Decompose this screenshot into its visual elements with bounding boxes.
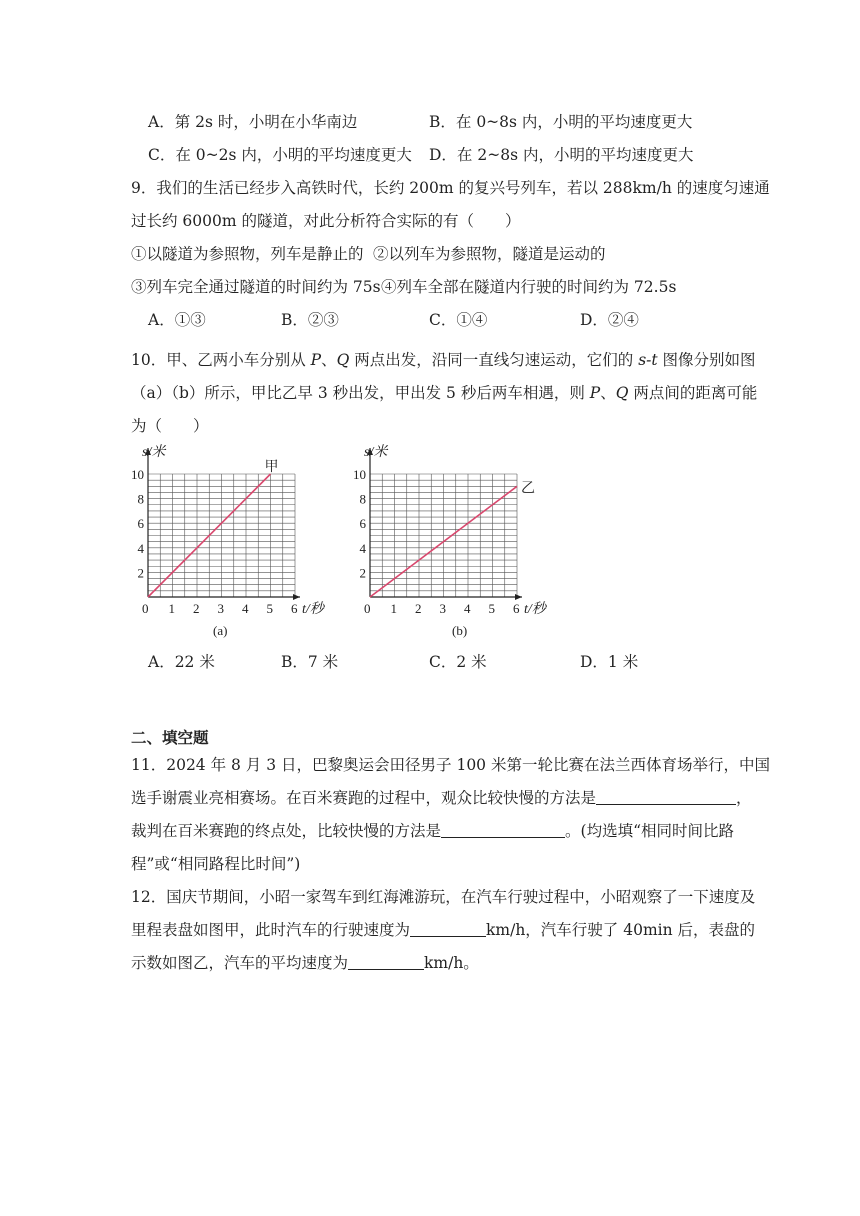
q12-stem-line1: 12．国庆节期间，小昭一家驾车到红海滩游玩，在汽车行驶过程中，小昭观察了一下速度及 bbox=[131, 888, 756, 906]
x-tick-label: 5 bbox=[488, 601, 495, 616]
chart-b-axes bbox=[367, 448, 522, 600]
x-tick-label: 4 bbox=[464, 601, 471, 616]
q8-option-b: B．在 0~8s 内，小明的平均速度更大 bbox=[429, 113, 693, 131]
y-tick-label: 8 bbox=[359, 491, 366, 507]
q10-option-b: B．7 米 bbox=[281, 653, 339, 671]
q10-option-a: A．22 米 bbox=[148, 653, 215, 671]
chart-a-xlabel: t/秒 bbox=[302, 602, 324, 617]
q12-answer-blank-1[interactable] bbox=[410, 921, 486, 937]
y-tick-label: 2 bbox=[137, 565, 144, 581]
q10-stem-line3: 为（ ） bbox=[131, 417, 209, 435]
q8-option-d: D．在 2~8s 内，小明的平均速度更大 bbox=[429, 146, 694, 164]
q9-stem-line2: 过长约 6000m 的隧道，对此分析符合实际的有（ ） bbox=[131, 212, 521, 230]
x-tick-label: 0 bbox=[142, 601, 149, 616]
chart-a-grid bbox=[148, 474, 295, 597]
chart-a bbox=[118, 442, 340, 642]
q8-option-c: C．在 0~2s 内，小明的平均速度更大 bbox=[148, 146, 412, 164]
q11-answer-blank-1[interactable] bbox=[596, 789, 736, 805]
chart-b-ylabel: s/米 bbox=[364, 445, 388, 460]
x-tick-label: 4 bbox=[242, 601, 249, 616]
chart-a-caption: (a) bbox=[213, 623, 228, 638]
q10-option-d: D．1 米 bbox=[580, 653, 639, 671]
q8-option-a: A．第 2s 时，小明在小华南边 bbox=[148, 113, 358, 131]
y-tick-label: 4 bbox=[359, 540, 366, 556]
x-tick-label: 1 bbox=[168, 601, 175, 616]
q10-option-c: C．2 米 bbox=[429, 653, 487, 671]
q9-statement-4: ④列车全部在隧道内行驶的时间约为 72.5s bbox=[381, 278, 677, 296]
q9-option-a: A．①③ bbox=[148, 311, 206, 329]
q9-option-b: B．②③ bbox=[281, 311, 339, 329]
q11-stem-line2: 选手谢震业亮相赛场。在百米赛跑的过程中，观众比较快慢的方法是 ， bbox=[131, 789, 752, 807]
chart-b bbox=[340, 442, 562, 642]
x-tick-label: 6 bbox=[291, 601, 298, 616]
y-tick-label: 10 bbox=[131, 467, 144, 482]
chart-a-series-label: 甲 bbox=[264, 460, 279, 475]
y-tick-label: 6 bbox=[359, 516, 366, 532]
y-tick-label: 6 bbox=[137, 516, 144, 532]
q11-stem-line4: 程”或“相同路程比时间”) bbox=[131, 855, 301, 873]
x-tick-label: 5 bbox=[266, 601, 273, 616]
q12-stem-line2: 里程表盘如图甲，此时汽车的行驶速度为 km/h，汽车行驶了 40min 后，表盘的 bbox=[131, 921, 756, 939]
q12-answer-blank-2[interactable] bbox=[348, 954, 424, 970]
chart-a-ylabel: s/米 bbox=[142, 445, 166, 460]
q9-statement-2: ②以列车为参照物，隧道是运动的 bbox=[373, 245, 606, 263]
section-title: 二、填空题 bbox=[131, 729, 209, 747]
x-tick-label: 3 bbox=[439, 601, 446, 616]
chart-b-caption: (b) bbox=[452, 623, 468, 638]
q9-statement-3: ③列车完全通过隧道的时间约为 75s bbox=[131, 278, 381, 296]
y-tick-label: 8 bbox=[137, 491, 144, 507]
y-tick-label: 4 bbox=[137, 540, 144, 556]
x-tick-label: 2 bbox=[193, 601, 200, 616]
q11-answer-blank-2[interactable] bbox=[441, 822, 565, 838]
q12-stem-line3: 示数如图乙，汽车的平均速度为 km/h。 bbox=[131, 954, 479, 972]
chart-b-series-label: 乙 bbox=[521, 481, 535, 497]
q9-option-c: C．①④ bbox=[429, 311, 488, 329]
x-tick-label: 3 bbox=[217, 601, 224, 616]
x-tick-label: 2 bbox=[415, 601, 422, 616]
q10-stem-line2: （a）（b）所示，甲比乙早 3 秒出发，甲出发 5 秒后两车相遇，则 P、Q 两点间的距离可能 bbox=[131, 384, 758, 402]
q9-stem-line1: 9．我们的生活已经步入高铁时代，长约 200m 的复兴号列车，若以 288km/h 的速度匀速通 bbox=[131, 179, 770, 197]
x-tick-label: 0 bbox=[364, 601, 371, 616]
chart-b-xlabel: t/秒 bbox=[524, 602, 546, 617]
y-tick-label: 10 bbox=[353, 467, 366, 482]
q9-statement-1: ①以隧道为参照物，列车是静止的 bbox=[131, 245, 364, 263]
chart-b-grid bbox=[370, 474, 517, 597]
x-axis-arrow bbox=[515, 594, 522, 600]
x-tick-label: 6 bbox=[513, 601, 520, 616]
q9-option-d: D．②④ bbox=[580, 311, 639, 329]
x-tick-label: 1 bbox=[390, 601, 397, 616]
q11-stem-line1: 11．2024 年 8 月 3 日，巴黎奥运会田径男子 100 米第一轮比赛在法兰西体育场举行，中国 bbox=[131, 756, 770, 774]
y-tick-label: 2 bbox=[359, 565, 366, 581]
q10-stem-line1: 10．甲、乙两小车分别从 P、Q 两点出发，沿同一直线匀速运动，它们的 s-t 图像分别如图 bbox=[131, 351, 756, 369]
q11-stem-line3: 裁判在百米赛跑的终点处，比较快慢的方法是 。(均选填“相同时间比路 bbox=[131, 822, 734, 840]
x-axis-arrow bbox=[293, 594, 300, 600]
